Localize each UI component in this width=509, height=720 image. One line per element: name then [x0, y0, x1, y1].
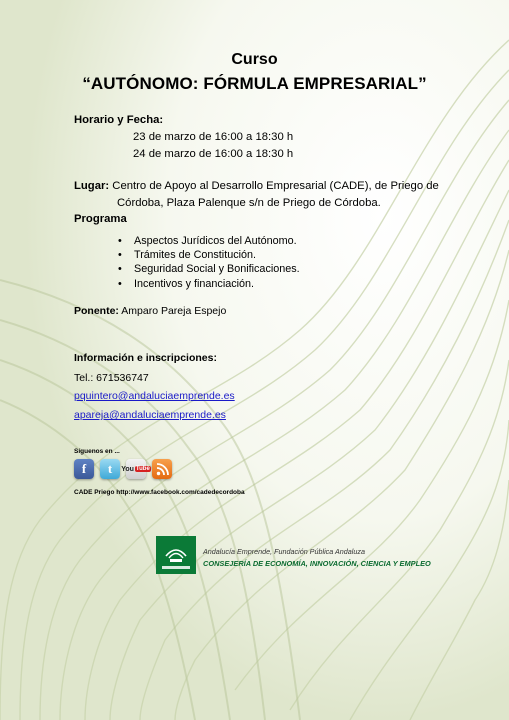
list-item: • Seguridad Social y Bonificaciones. — [118, 262, 300, 276]
program-list — [118, 234, 300, 291]
logo-org-name: Andalucía Emprende, Fundación Pública Andaluza — [203, 547, 365, 556]
email-link-apareja[interactable]: apareja@andaluciaemprende.es — [74, 409, 226, 421]
place-text-1: Centro de Apoyo al Desarrollo Empresarial (CADE), de Priego de — [112, 180, 439, 192]
facebook-icon[interactable]: f — [74, 459, 94, 479]
social-icons — [74, 459, 172, 479]
info-label: Información e inscripciones: — [74, 352, 217, 364]
facebook-footer: CADE Priego http://www.facebook.com/cadedecordoba — [74, 489, 245, 496]
youtube-icon[interactable]: You Tube — [126, 459, 146, 479]
schedule-label: Horario y Fecha: — [74, 114, 164, 126]
twitter-icon[interactable]: t — [100, 459, 120, 479]
place-label: Lugar: — [74, 180, 110, 192]
email-link-pquintero[interactable]: pquintero@andaluciaemprende.es — [74, 390, 235, 402]
rss-icon[interactable] — [152, 459, 172, 479]
logo-consejeria: CONSEJERÍA DE ECONOMÍA, INNOVACIÓN, CIENCIA Y EMPLEO — [203, 559, 431, 568]
phone-number: Tel.: 671536747 — [74, 372, 149, 384]
speaker-line — [74, 305, 226, 317]
speaker-label: Ponente: — [74, 305, 119, 317]
list-item: • Aspectos Jurídicos del Autónomo. — [118, 234, 300, 248]
junta-andalucia-logo — [156, 536, 196, 574]
course-title: “AUTÓNOMO: FÓRMULA EMPRESARIAL” — [82, 74, 427, 93]
program-label: Programa — [74, 213, 127, 225]
list-item: • Trámites de Constitución. — [118, 248, 300, 262]
schedule-date-2: 24 de marzo de 16:00 a 18:30 h — [133, 148, 294, 160]
course-heading: Curso — [231, 51, 278, 68]
speaker-name: Amparo Pareja Espejo — [121, 305, 227, 317]
schedule-date-1: 23 de marzo de 16:00 a 18:30 h — [133, 131, 294, 143]
place-line-1 — [74, 180, 439, 192]
list-item: • Incentivos y financiación. — [118, 277, 300, 291]
place-text-2: Córdoba, Plaza Palenque s/n de Priego de Córdoba. — [117, 197, 381, 209]
social-label: Síguenos en ... — [74, 448, 120, 455]
